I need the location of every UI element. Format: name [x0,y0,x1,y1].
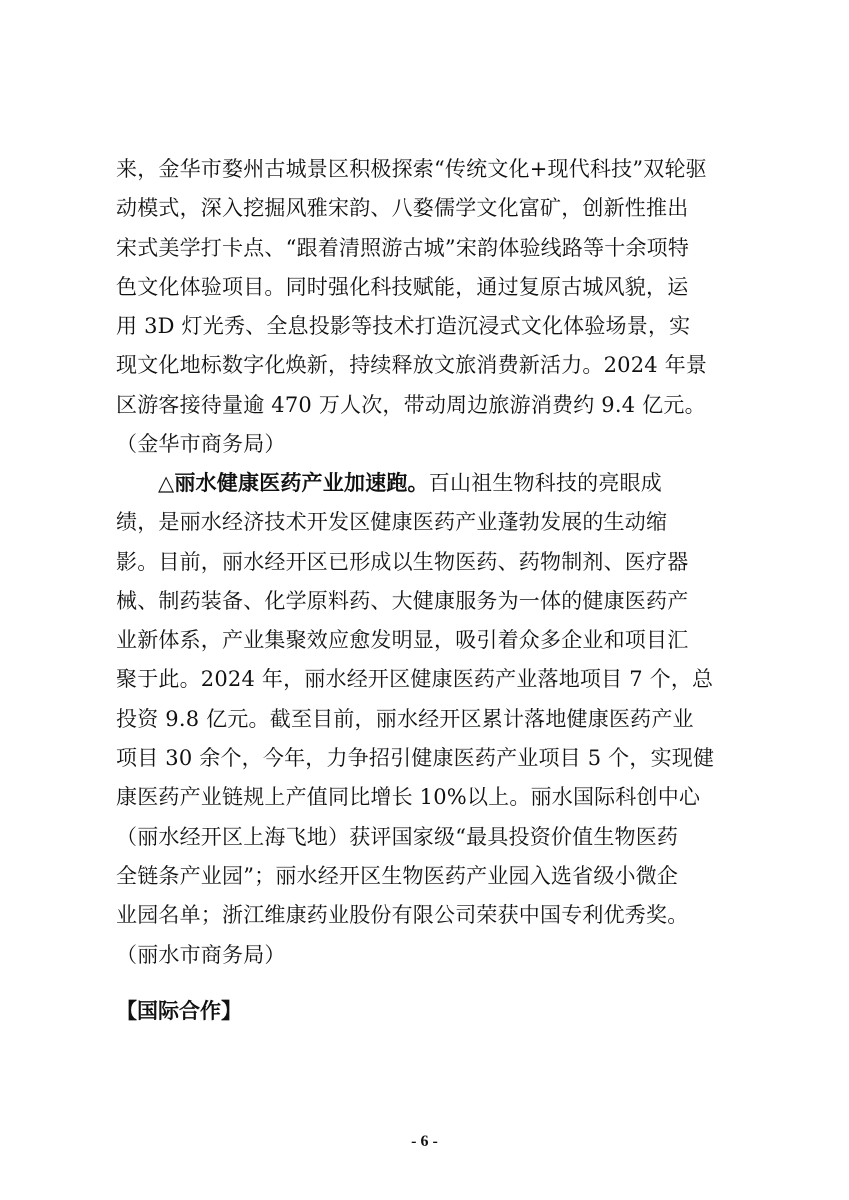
paragraph-line: 来，金华市婺州古城景区积极探索“传统文化+现代科技”双轮驱 [116,157,707,181]
paragraph-line: 绩，是丽水经济技术开发区健康医药产业蓬勃发展的生动缩 [116,510,668,535]
paragraph-heading: △丽水健康医药产业加速跑。 [158,471,429,495]
paragraph-line: 宋式美学打卡点、“跟着清照游古城”宋韵体验线路等十余项特 [116,235,690,260]
paragraph-line: 色文化体验项目。同时强化科技赋能，通过复原古城风貌，运 [116,274,689,299]
paragraph-line: 用 3D 灯光秀、全息投影等技术打造沉浸式文化体验场景，实 [116,314,691,339]
paragraph-line: 投资 9.8 亿元。截至目前，丽水经开区累计落地健康医药产业 [116,706,694,731]
paragraph-line: 聚于此。2024 年，丽水经开区健康医药产业落地项目 7 个，总 [116,667,714,692]
section-heading: 【国际合作】 [116,999,242,1023]
paragraph-line: 业园名单；浙江维康药业股份有限公司荣获中国专利优秀奖。 [116,903,689,928]
paragraph-line: 现文化地标数字化焕新，持续释放文旅消费新活力。2024 年景 [116,353,708,378]
paragraph-line-rest: 百山祖生物科技的亮眼成 [428,471,662,495]
paragraph-line: 康医药产业链规上产值同比增长 10%以上。丽水国际科创中心 [116,785,701,810]
paragraph-line: （丽水经开区上海飞地）获评国家级“最具投资价值生物医药 [116,824,679,849]
paragraph-line: 动模式，深入挖掘风雅宋韵、八婺儒学文化富矿，创新性推出 [116,196,689,221]
paragraph-line: 全链条产业园”；丽水经开区生物医药产业园入选省级小微企 [116,863,679,888]
page-number: - 6 - [411,1133,438,1150]
paragraph-line: 影。目前，丽水经开区已形成以生物医药、药物制剂、医疗器 [116,549,689,574]
paragraph-jinhua [116,150,736,464]
paragraph-line: 区游客接待量逾 470 万人次，带动周边旅游消费约 9.4 亿元。 [116,392,706,417]
source-attribution: （丽水市商务局） [116,942,286,967]
paragraph-first-line [116,464,736,503]
paragraph-line: 项目 30 余个，今年，力争招引健康医药产业项目 5 个，实现健 [116,746,715,771]
paragraph-line: 业新体系，产业集聚效应愈发明显，吸引着众多企业和项目汇 [116,628,689,653]
paragraph-line: 械、制药装备、化学原料药、大健康服务为一体的健康医药产 [116,588,689,613]
paragraph-lishui [116,464,736,975]
source-attribution: （金华市商务局） [116,432,286,457]
